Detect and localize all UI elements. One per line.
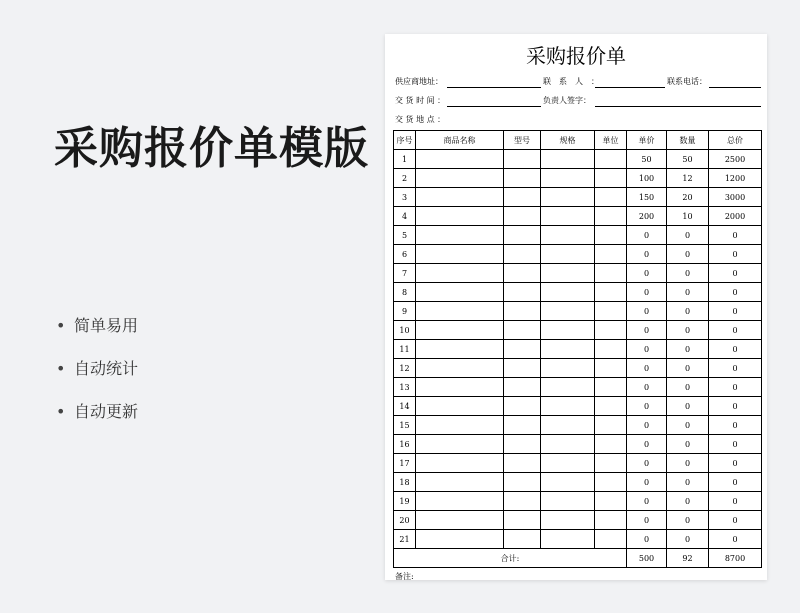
row-number: 18 <box>394 473 416 492</box>
model-cell[interactable] <box>504 207 541 226</box>
unit-cell[interactable] <box>595 378 627 397</box>
feature-item <box>56 398 138 441</box>
quantity-cell[interactable]: 0 <box>667 530 709 549</box>
total-price-cell: 3000 <box>709 188 762 207</box>
table-row <box>394 264 762 283</box>
table-row <box>394 302 762 321</box>
model-cell[interactable] <box>504 511 541 530</box>
total-price-cell: 0 <box>709 397 762 416</box>
row-number: 15 <box>394 416 416 435</box>
unit-price-cell[interactable]: 0 <box>627 397 667 416</box>
unit-cell[interactable] <box>595 359 627 378</box>
table-row <box>394 473 762 492</box>
row-number: 3 <box>394 188 416 207</box>
unit-cell[interactable] <box>595 511 627 530</box>
total-price-cell: 0 <box>709 283 762 302</box>
column-header: 数量 <box>667 131 709 150</box>
row-number: 5 <box>394 226 416 245</box>
quotation-table <box>393 130 762 568</box>
product-name-cell[interactable] <box>416 359 504 378</box>
model-cell[interactable] <box>504 245 541 264</box>
unit-price-cell[interactable]: 0 <box>627 511 667 530</box>
column-header: 单价 <box>627 131 667 150</box>
row-number: 7 <box>394 264 416 283</box>
spec-cell[interactable] <box>541 511 595 530</box>
total-price-cell: 1200 <box>709 169 762 188</box>
table-row <box>394 245 762 264</box>
delivery-time-label: 交 货 时 间 ： <box>395 96 446 105</box>
unit-cell[interactable] <box>595 530 627 549</box>
quantity-cell[interactable]: 0 <box>667 283 709 302</box>
phone-label: 联系电话： <box>667 77 707 86</box>
unit-price-cell[interactable]: 0 <box>627 302 667 321</box>
model-cell[interactable] <box>504 264 541 283</box>
unit-price-cell[interactable]: 0 <box>627 435 667 454</box>
totals-qty: 92 <box>667 549 709 568</box>
product-name-cell[interactable] <box>416 207 504 226</box>
unit-cell[interactable] <box>595 207 627 226</box>
model-cell[interactable] <box>504 321 541 340</box>
feature-label: 自动统计 <box>74 359 139 378</box>
table-row <box>394 492 762 511</box>
table-row <box>394 321 762 340</box>
model-cell[interactable] <box>504 454 541 473</box>
row-number: 10 <box>394 321 416 340</box>
row-number: 8 <box>394 283 416 302</box>
bullet-icon: • <box>56 359 66 378</box>
totals-label: 合计: <box>394 549 627 568</box>
unit-price-cell[interactable]: 100 <box>627 169 667 188</box>
unit-cell[interactable] <box>595 188 627 207</box>
model-cell[interactable] <box>504 530 541 549</box>
quantity-cell[interactable]: 0 <box>667 321 709 340</box>
product-name-cell[interactable] <box>416 226 504 245</box>
table-row <box>394 188 762 207</box>
spec-cell[interactable] <box>541 454 595 473</box>
unit-price-cell[interactable]: 0 <box>627 283 667 302</box>
delivery-place-label: 交 货 地 点 ： <box>395 115 446 124</box>
quantity-cell[interactable]: 0 <box>667 226 709 245</box>
unit-price-cell[interactable]: 0 <box>627 530 667 549</box>
quantity-cell[interactable]: 0 <box>667 359 709 378</box>
total-price-cell: 0 <box>709 321 762 340</box>
page-headline: 采购报价单模版 <box>54 123 369 174</box>
unit-price-cell[interactable]: 200 <box>627 207 667 226</box>
row-number: 19 <box>394 492 416 511</box>
table-row <box>394 150 762 169</box>
unit-cell[interactable] <box>595 397 627 416</box>
table-row <box>394 169 762 188</box>
table-row <box>394 359 762 378</box>
quantity-cell[interactable]: 50 <box>667 150 709 169</box>
row-number: 2 <box>394 169 416 188</box>
unit-cell[interactable] <box>595 283 627 302</box>
unit-cell[interactable] <box>595 169 627 188</box>
quantity-cell[interactable]: 0 <box>667 340 709 359</box>
quantity-cell[interactable]: 0 <box>667 245 709 264</box>
product-name-cell[interactable] <box>416 473 504 492</box>
row-number: 11 <box>394 340 416 359</box>
bullet-icon: • <box>56 402 66 421</box>
unit-cell[interactable] <box>595 492 627 511</box>
table-row <box>394 530 762 549</box>
total-price-cell: 0 <box>709 245 762 264</box>
unit-price-cell[interactable]: 0 <box>627 378 667 397</box>
total-price-cell: 0 <box>709 473 762 492</box>
unit-price-cell[interactable]: 0 <box>627 454 667 473</box>
feature-list <box>56 312 138 441</box>
unit-price-cell[interactable]: 0 <box>627 359 667 378</box>
table-row <box>394 454 762 473</box>
table-row <box>394 207 762 226</box>
column-header: 单位 <box>595 131 627 150</box>
model-cell[interactable] <box>504 416 541 435</box>
product-name-cell[interactable] <box>416 416 504 435</box>
spec-cell[interactable] <box>541 416 595 435</box>
quantity-cell[interactable]: 12 <box>667 169 709 188</box>
contact-label: 联 系 人 ： <box>543 77 599 86</box>
table-row <box>394 435 762 454</box>
quantity-cell[interactable]: 0 <box>667 454 709 473</box>
contact-field[interactable] <box>595 87 665 88</box>
supplier-address-field[interactable] <box>447 87 541 88</box>
table-row <box>394 378 762 397</box>
unit-cell[interactable] <box>595 473 627 492</box>
total-price-cell: 0 <box>709 302 762 321</box>
model-cell[interactable] <box>504 340 541 359</box>
quantity-cell[interactable]: 0 <box>667 378 709 397</box>
column-header: 总价 <box>709 131 762 150</box>
total-price-cell: 0 <box>709 435 762 454</box>
spec-cell[interactable] <box>541 492 595 511</box>
unit-price-cell[interactable]: 0 <box>627 416 667 435</box>
quantity-cell[interactable]: 0 <box>667 511 709 530</box>
table-row <box>394 283 762 302</box>
table-header-row <box>394 131 762 150</box>
table-row <box>394 397 762 416</box>
total-price-cell: 0 <box>709 340 762 359</box>
spec-cell[interactable] <box>541 150 595 169</box>
delivery-time-field[interactable] <box>447 106 541 107</box>
quantity-cell[interactable]: 0 <box>667 473 709 492</box>
total-price-cell: 2000 <box>709 207 762 226</box>
total-price-cell: 0 <box>709 416 762 435</box>
table-row <box>394 226 762 245</box>
product-name-cell[interactable] <box>416 169 504 188</box>
unit-price-cell[interactable]: 150 <box>627 188 667 207</box>
signer-field[interactable] <box>595 106 761 107</box>
row-number: 21 <box>394 530 416 549</box>
unit-cell[interactable] <box>595 150 627 169</box>
spec-cell[interactable] <box>541 473 595 492</box>
quotation-document <box>385 34 767 580</box>
spec-cell[interactable] <box>541 530 595 549</box>
total-price-cell: 0 <box>709 264 762 283</box>
model-cell[interactable] <box>504 397 541 416</box>
total-price-cell: 2500 <box>709 150 762 169</box>
spec-cell[interactable] <box>541 245 595 264</box>
quantity-cell[interactable]: 0 <box>667 397 709 416</box>
row-number: 14 <box>394 397 416 416</box>
model-cell[interactable] <box>504 492 541 511</box>
spec-cell[interactable] <box>541 283 595 302</box>
product-name-cell[interactable] <box>416 245 504 264</box>
spec-cell[interactable] <box>541 264 595 283</box>
quantity-cell[interactable]: 0 <box>667 435 709 454</box>
spec-cell[interactable] <box>541 321 595 340</box>
feature-item <box>56 312 138 355</box>
product-name-cell[interactable] <box>416 492 504 511</box>
unit-price-cell[interactable]: 0 <box>627 226 667 245</box>
row-number: 17 <box>394 454 416 473</box>
product-name-cell[interactable] <box>416 397 504 416</box>
product-name-cell[interactable] <box>416 340 504 359</box>
row-number: 20 <box>394 511 416 530</box>
model-cell[interactable] <box>504 473 541 492</box>
unit-price-cell[interactable]: 0 <box>627 321 667 340</box>
product-name-cell[interactable] <box>416 530 504 549</box>
quantity-cell[interactable]: 0 <box>667 492 709 511</box>
row-number: 12 <box>394 359 416 378</box>
unit-price-cell[interactable]: 0 <box>627 245 667 264</box>
model-cell[interactable] <box>504 226 541 245</box>
column-header: 序号 <box>394 131 416 150</box>
row-number: 9 <box>394 302 416 321</box>
unit-price-cell[interactable]: 50 <box>627 150 667 169</box>
unit-cell[interactable] <box>595 302 627 321</box>
spec-cell[interactable] <box>541 397 595 416</box>
totals-row <box>394 549 762 568</box>
total-price-cell: 0 <box>709 378 762 397</box>
product-name-cell[interactable] <box>416 454 504 473</box>
total-price-cell: 0 <box>709 511 762 530</box>
spec-cell[interactable] <box>541 359 595 378</box>
unit-cell[interactable] <box>595 321 627 340</box>
row-number: 1 <box>394 150 416 169</box>
product-name-cell[interactable] <box>416 150 504 169</box>
feature-label: 自动更新 <box>74 402 139 421</box>
unit-cell[interactable] <box>595 340 627 359</box>
total-price-cell: 0 <box>709 226 762 245</box>
row-number: 4 <box>394 207 416 226</box>
spec-cell[interactable] <box>541 435 595 454</box>
unit-price-cell[interactable]: 0 <box>627 473 667 492</box>
product-name-cell[interactable] <box>416 283 504 302</box>
model-cell[interactable] <box>504 283 541 302</box>
spec-cell[interactable] <box>541 302 595 321</box>
model-cell[interactable] <box>504 188 541 207</box>
unit-cell[interactable] <box>595 264 627 283</box>
totals-price: 500 <box>627 549 667 568</box>
row-number: 16 <box>394 435 416 454</box>
table-row <box>394 416 762 435</box>
model-cell[interactable] <box>504 359 541 378</box>
model-cell[interactable] <box>504 150 541 169</box>
column-header: 规格 <box>541 131 595 150</box>
unit-cell[interactable] <box>595 245 627 264</box>
table-row <box>394 340 762 359</box>
table-row <box>394 511 762 530</box>
product-name-cell[interactable] <box>416 264 504 283</box>
unit-price-cell[interactable]: 0 <box>627 264 667 283</box>
spec-cell[interactable] <box>541 378 595 397</box>
feature-item <box>56 355 138 398</box>
unit-cell[interactable] <box>595 416 627 435</box>
supplier-address-label: 供应商地址： <box>395 77 443 86</box>
column-header: 商品名称 <box>416 131 504 150</box>
quantity-cell[interactable]: 20 <box>667 188 709 207</box>
phone-field[interactable] <box>709 87 761 88</box>
model-cell[interactable] <box>504 378 541 397</box>
document-title: 采购报价单 <box>526 44 626 68</box>
unit-cell[interactable] <box>595 454 627 473</box>
quantity-cell[interactable]: 0 <box>667 264 709 283</box>
quantity-cell[interactable]: 0 <box>667 416 709 435</box>
spec-cell[interactable] <box>541 340 595 359</box>
row-number: 13 <box>394 378 416 397</box>
product-name-cell[interactable] <box>416 188 504 207</box>
spec-cell[interactable] <box>541 207 595 226</box>
spec-cell[interactable] <box>541 226 595 245</box>
signer-label: 负责人签字： <box>543 96 591 105</box>
spec-cell[interactable] <box>541 188 595 207</box>
unit-cell[interactable] <box>595 435 627 454</box>
bullet-icon: • <box>56 316 66 335</box>
total-price-cell: 0 <box>709 359 762 378</box>
quantity-cell[interactable]: 0 <box>667 302 709 321</box>
product-name-cell[interactable] <box>416 511 504 530</box>
feature-label: 简单易用 <box>74 316 139 335</box>
totals-total: 8700 <box>709 549 762 568</box>
model-cell[interactable] <box>504 435 541 454</box>
unit-cell[interactable] <box>595 226 627 245</box>
unit-price-cell[interactable]: 0 <box>627 492 667 511</box>
product-name-cell[interactable] <box>416 378 504 397</box>
total-price-cell: 0 <box>709 454 762 473</box>
total-price-cell: 0 <box>709 492 762 511</box>
remark-label: 备注: <box>395 572 414 580</box>
quantity-cell[interactable]: 10 <box>667 207 709 226</box>
product-name-cell[interactable] <box>416 321 504 340</box>
product-name-cell[interactable] <box>416 302 504 321</box>
unit-price-cell[interactable]: 0 <box>627 340 667 359</box>
row-number: 6 <box>394 245 416 264</box>
spec-cell[interactable] <box>541 169 595 188</box>
model-cell[interactable] <box>504 169 541 188</box>
total-price-cell: 0 <box>709 530 762 549</box>
model-cell[interactable] <box>504 302 541 321</box>
product-name-cell[interactable] <box>416 435 504 454</box>
column-header: 型号 <box>504 131 541 150</box>
